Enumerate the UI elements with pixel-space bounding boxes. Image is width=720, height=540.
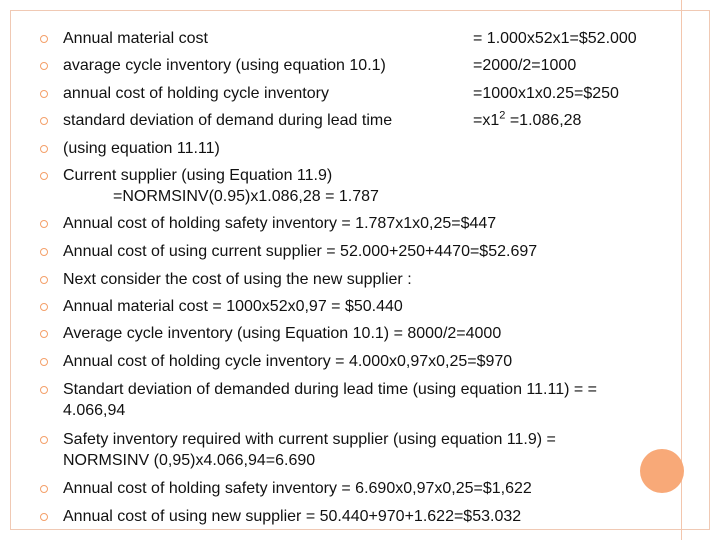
item-text: Current supplier (using Equation 11.9) (63, 167, 333, 184)
item-value: =2000/2=1000 (473, 57, 577, 74)
item-text: Average cycle inventory (using Equation 10.1) = 8000/2=4000 (63, 325, 502, 342)
item-text: Annual cost of holding cycle inventory = 4.000x0,97x0,25=$970 (63, 353, 513, 370)
bullet-icon (40, 35, 48, 43)
value-suffix: =1.086,28 (505, 112, 582, 129)
bullet-icon (40, 220, 48, 228)
item-text: standard deviation of demand during lead time (63, 112, 393, 129)
item-text: Standart deviation of demanded during lead time (using equation 11.11) = = (63, 381, 597, 398)
item-value: = 1.000x52x1=$52.000 (473, 30, 637, 47)
bullet-icon (40, 330, 48, 338)
bullet-icon (40, 276, 48, 284)
bullet-icon (40, 485, 48, 493)
item-text: Next consider the cost of using the new supplier : (63, 271, 412, 288)
item-value (473, 111, 581, 131)
item-text-line2: =NORMSINV(0.95)x1.086,28 = 1.787 (113, 188, 379, 205)
item-text: Annual material cost (63, 30, 208, 47)
bullet-icon (40, 117, 48, 125)
item-text: Safety inventory required with current supplier (using equation 11.9) = (63, 431, 556, 448)
bullet-icon (40, 90, 48, 98)
item-text-line2: NORMSINV (0,95)x4.066,94=6.690 (63, 452, 316, 469)
bullet-icon (40, 172, 48, 180)
item-text: Annual cost of holding safety inventory = 1.787x1x0,25=$447 (63, 215, 497, 232)
item-text: avarage cycle inventory (using equation 10.1) (63, 57, 386, 74)
item-value: =1000x1x0.25=$250 (473, 85, 619, 102)
bullet-icon (40, 358, 48, 366)
bullet-icon (40, 303, 48, 311)
bullet-icon (40, 145, 48, 153)
bullet-icon (40, 436, 48, 444)
bullet-icon (40, 386, 48, 394)
bullet-icon (40, 248, 48, 256)
bullet-icon (40, 513, 48, 521)
item-text: Annual cost of holding safety inventory = 6.690x0,97x0,25=$1,622 (63, 480, 532, 497)
item-text: (using equation 11.11) (63, 140, 220, 157)
value-prefix: =x1 (473, 112, 500, 129)
value-superscript: 2 (499, 109, 506, 122)
item-text: Annual material cost = 1000x52x0,97 = $50.440 (63, 298, 403, 315)
bullet-icon (40, 62, 48, 70)
item-text: Annual cost of using new supplier = 50.440+970+1.622=$53.032 (63, 508, 522, 525)
item-text-line2: 4.066,94 (63, 402, 126, 419)
item-text: annual cost of holding cycle inventory (63, 85, 329, 102)
item-text: Annual cost of using current supplier = 52.000+250+4470=$52.697 (63, 243, 538, 260)
